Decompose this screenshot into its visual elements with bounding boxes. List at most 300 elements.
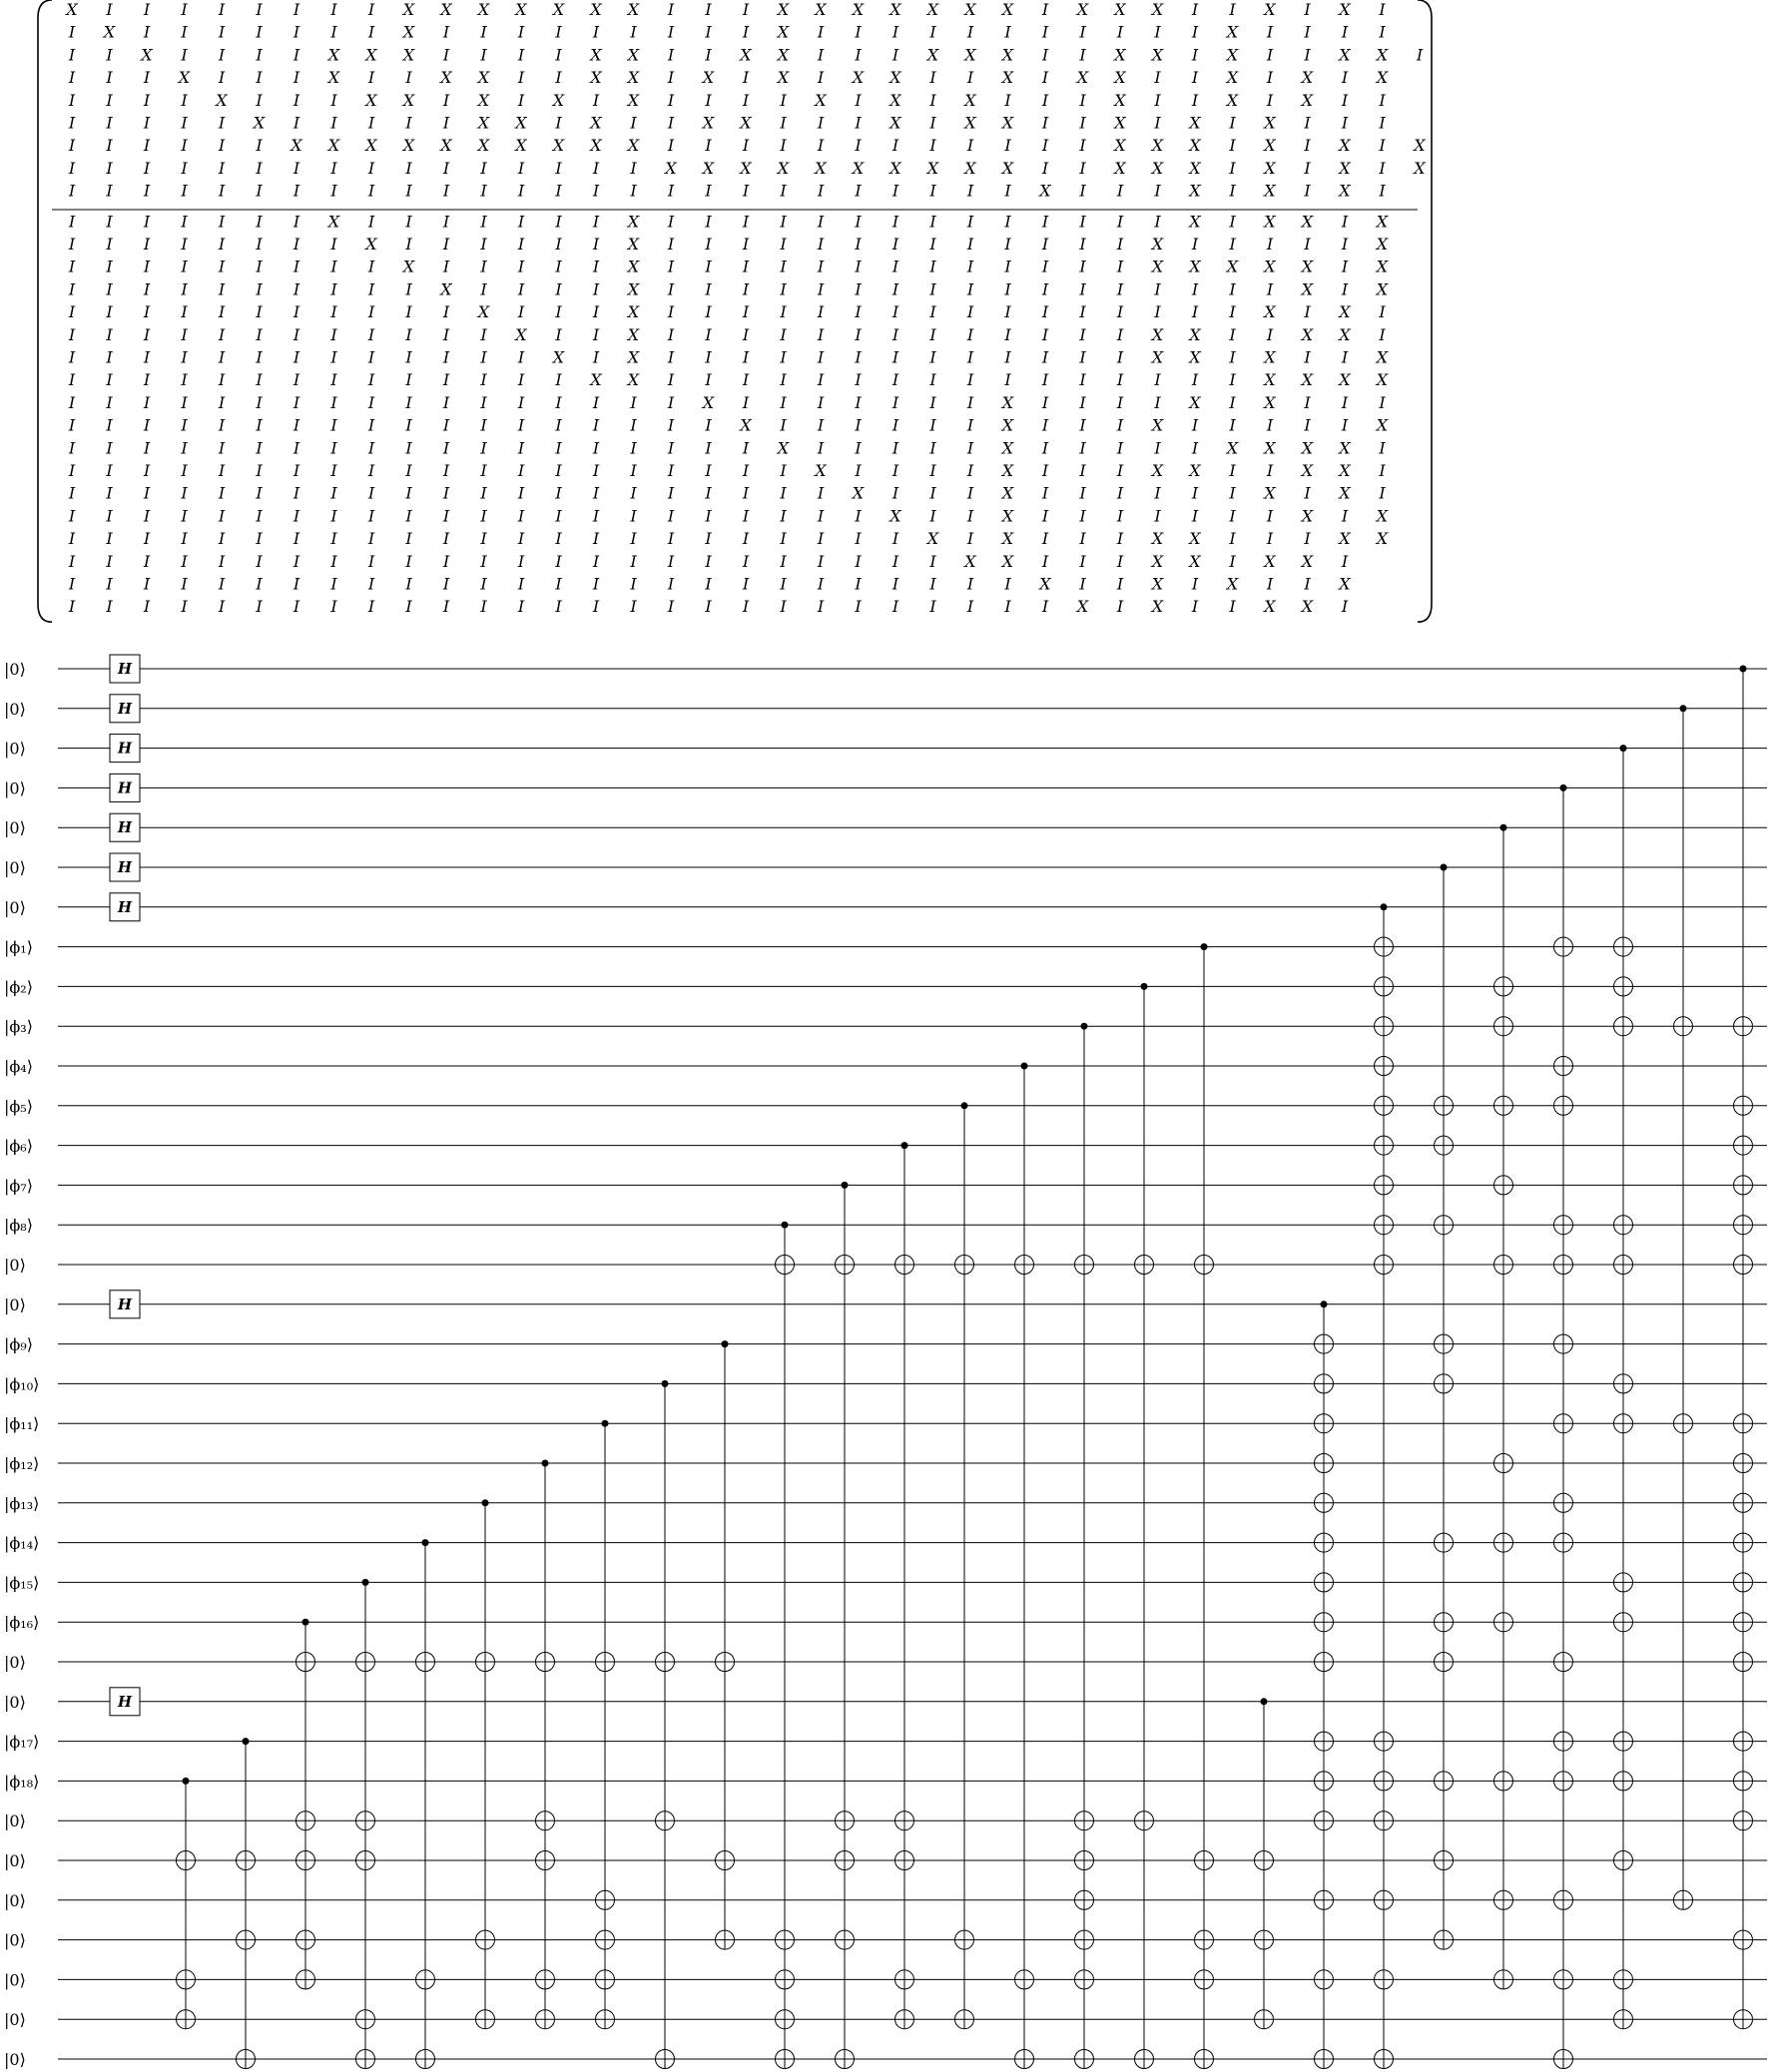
target-xor xyxy=(1494,1533,1513,1552)
matrix-cell: I xyxy=(891,529,899,549)
matrix-cell: I xyxy=(1229,483,1236,503)
matrix-cell: I xyxy=(181,370,188,390)
matrix-cell: I xyxy=(442,529,450,549)
matrix-cell: I xyxy=(742,529,750,549)
target-xor xyxy=(476,1653,495,1672)
matrix-cell: X xyxy=(1339,574,1351,594)
matrix-cell: I xyxy=(1079,158,1086,178)
matrix-cell: X xyxy=(1376,415,1389,435)
target-xor xyxy=(1734,1930,1753,1949)
matrix-cell: I xyxy=(405,158,412,178)
matrix-cell: I xyxy=(1116,551,1124,571)
matrix-cell: I xyxy=(330,551,337,571)
matrix-cell: X xyxy=(1339,302,1351,322)
hadamard-label: H xyxy=(117,1692,133,1711)
matrix-cell: I xyxy=(1266,574,1274,594)
qubit-label: |ϕ₆⟩ xyxy=(4,1136,33,1156)
matrix-cell: I xyxy=(1116,181,1124,201)
qubit-label: |ϕ₁₆⟩ xyxy=(4,1613,40,1633)
matrix-cell: X xyxy=(926,45,939,65)
target-xor xyxy=(1614,1414,1633,1433)
target-xor xyxy=(1494,1613,1513,1632)
matrix-cell: I xyxy=(106,529,113,549)
matrix-cell: I xyxy=(555,181,562,201)
qubit-label: |ϕ₁₇⟩ xyxy=(4,1732,40,1752)
matrix-cell: I xyxy=(817,279,825,299)
matrix-cell: I xyxy=(592,574,600,594)
matrix-cell: I xyxy=(1041,45,1049,65)
matrix-cell: I xyxy=(218,506,226,526)
matrix-cell: I xyxy=(1116,461,1124,480)
matrix-cell: I xyxy=(517,551,525,571)
matrix-cell: I xyxy=(667,212,675,232)
matrix-cell: I xyxy=(480,370,487,390)
matrix-cell: I xyxy=(966,483,974,503)
matrix-cell: X xyxy=(1151,158,1164,178)
matrix-cell: X xyxy=(889,68,901,88)
matrix-cell: X xyxy=(1226,45,1239,65)
qubit-label: |ϕ₁₄⟩ xyxy=(4,1533,40,1553)
target-xor xyxy=(1734,1653,1753,1672)
matrix-cell: X xyxy=(1376,370,1389,390)
matrix-cell: I xyxy=(592,235,600,254)
target-xor xyxy=(1494,1772,1513,1791)
matrix-cell: I xyxy=(705,235,712,254)
matrix-cell: I xyxy=(480,22,487,42)
matrix-cell: X xyxy=(477,113,490,133)
matrix-cell: I xyxy=(1191,415,1199,435)
matrix-cell: I xyxy=(480,279,487,299)
matrix-cell: X xyxy=(1376,529,1389,549)
matrix-cell: X xyxy=(777,68,790,88)
target-xor xyxy=(1375,1970,1394,1989)
matrix-cell: I xyxy=(68,551,76,571)
matrix-cell: I xyxy=(855,461,862,480)
control-dot xyxy=(961,1102,968,1109)
matrix-cell: X xyxy=(1339,324,1351,344)
control-dot xyxy=(1381,903,1388,910)
matrix-cell: I xyxy=(143,212,151,232)
matrix-cell: X xyxy=(964,0,976,19)
matrix-cell: I xyxy=(517,392,525,412)
matrix-cell: X xyxy=(402,45,415,65)
matrix-cell: I xyxy=(1379,158,1386,178)
matrix-cell: I xyxy=(143,506,151,526)
matrix-cell: X xyxy=(1189,181,1201,201)
target-xor xyxy=(1315,2050,1334,2069)
matrix-cell: I xyxy=(705,483,712,503)
matrix-cell: I xyxy=(143,597,151,617)
qubit-label: |0⟩ xyxy=(4,1930,26,1950)
matrix-cell: X xyxy=(627,212,640,232)
target-xor xyxy=(476,2010,495,2029)
matrix-cell: I xyxy=(367,415,375,435)
matrix-cell: I xyxy=(218,529,226,549)
matrix-cell: I xyxy=(1341,90,1349,110)
matrix-cell: I xyxy=(442,22,450,42)
matrix-cell: X xyxy=(1151,529,1164,549)
target-xor xyxy=(1075,1812,1094,1830)
matrix-cell: X xyxy=(1001,158,1014,178)
matrix-cell: I xyxy=(592,22,600,42)
target-xor xyxy=(1734,1256,1753,1275)
matrix-cell: X xyxy=(1151,235,1164,254)
matrix-cell: I xyxy=(1341,212,1349,232)
matrix-cell: I xyxy=(742,483,750,503)
matrix-cell: I xyxy=(293,22,300,42)
matrix-cell: I xyxy=(780,347,787,367)
matrix-cell: I xyxy=(929,22,936,42)
matrix-cell: I xyxy=(1304,392,1311,412)
matrix-cell: I xyxy=(256,347,263,367)
matrix-cell: I xyxy=(891,324,899,344)
matrix-cell: I xyxy=(405,506,412,526)
matrix-cell: I xyxy=(517,45,525,65)
target-xor xyxy=(1554,1256,1573,1275)
matrix-cell: I xyxy=(780,257,787,276)
matrix-cell: I xyxy=(330,529,337,549)
matrix-cell: I xyxy=(442,574,450,594)
matrix-cell: I xyxy=(106,574,113,594)
matrix-cell: I xyxy=(555,22,562,42)
matrix-cell: I xyxy=(891,461,899,480)
target-xor xyxy=(1554,1772,1573,1791)
target-xor xyxy=(1554,1493,1573,1512)
matrix-cell: I xyxy=(1304,529,1311,549)
matrix-cell: I xyxy=(742,136,750,156)
matrix-cell: I xyxy=(555,597,562,617)
matrix-cell: I xyxy=(68,415,76,435)
matrix-cell: I xyxy=(1079,302,1086,322)
matrix-cell: I xyxy=(143,324,151,344)
matrix-cell: I xyxy=(218,158,226,178)
matrix-cell: X xyxy=(1264,212,1276,232)
matrix-cell: X xyxy=(1376,45,1389,65)
matrix-cell: I xyxy=(1229,506,1236,526)
matrix-cell: I xyxy=(1079,181,1086,201)
matrix-cell: I xyxy=(218,279,226,299)
matrix-cell: I xyxy=(667,302,675,322)
matrix-cell: I xyxy=(405,279,412,299)
target-xor xyxy=(1554,1096,1573,1115)
matrix-cell: X xyxy=(889,90,901,110)
matrix-cell: I xyxy=(106,302,113,322)
matrix-cell: I xyxy=(1154,392,1161,412)
matrix-cell: I xyxy=(1191,574,1199,594)
target-xor xyxy=(1494,1256,1513,1275)
matrix-cell: I xyxy=(256,392,263,412)
matrix-cell: I xyxy=(1341,279,1349,299)
matrix-cell: I xyxy=(555,506,562,526)
matrix-cell: I xyxy=(256,461,263,480)
matrix-cell: I xyxy=(330,347,337,367)
matrix-cell: I xyxy=(330,22,337,42)
matrix-cell: X xyxy=(1114,68,1126,88)
matrix-cell: I xyxy=(480,574,487,594)
target-xor xyxy=(716,1653,735,1672)
matrix-cell: I xyxy=(1191,68,1199,88)
matrix-cell: I xyxy=(780,574,787,594)
matrix-cell: I xyxy=(442,347,450,367)
matrix-cell: I xyxy=(181,45,188,65)
matrix-cell: I xyxy=(293,461,300,480)
hadamard-label: H xyxy=(117,699,133,718)
matrix-cell: I xyxy=(367,22,375,42)
matrix-cell: I xyxy=(405,324,412,344)
matrix-cell: X xyxy=(590,0,602,19)
target-xor xyxy=(596,2010,615,2029)
target-xor xyxy=(1614,1613,1633,1632)
target-xor xyxy=(1255,1851,1274,1870)
target-xor xyxy=(1554,2050,1573,2069)
matrix-cell: X xyxy=(702,68,715,88)
matrix-cell: I xyxy=(1191,0,1199,19)
matrix-cell: I xyxy=(517,483,525,503)
matrix-cell: I xyxy=(742,212,750,232)
matrix-cell: X xyxy=(552,347,565,367)
matrix-cell: I xyxy=(555,158,562,178)
target-xor xyxy=(1734,1533,1753,1552)
matrix-cell: I xyxy=(929,136,936,156)
target-xor xyxy=(836,1930,855,1949)
matrix-cell: I xyxy=(667,136,675,156)
matrix-cell: I xyxy=(966,212,974,232)
matrix-cell: I xyxy=(143,370,151,390)
target-xor xyxy=(536,1851,555,1870)
matrix-cell: I xyxy=(1266,68,1274,88)
matrix-cell: I xyxy=(630,181,637,201)
matrix-cell: I xyxy=(330,279,337,299)
matrix-cell: I xyxy=(855,415,862,435)
qubit-label: |ϕ₄⟩ xyxy=(4,1057,33,1076)
matrix-cell: I xyxy=(667,181,675,201)
matrix-cell: X xyxy=(1001,483,1014,503)
target-xor xyxy=(1435,1851,1454,1870)
matrix-cell: X xyxy=(1301,324,1314,344)
target-xor xyxy=(1375,2050,1394,2069)
matrix-cell: X xyxy=(1114,136,1126,156)
matrix-cell: X xyxy=(926,529,939,549)
target-xor xyxy=(1375,1216,1394,1235)
matrix-cell: I xyxy=(667,483,675,503)
target-xor xyxy=(1075,1930,1094,1949)
matrix-cell: I xyxy=(1341,551,1349,571)
matrix-cell: X xyxy=(1114,0,1126,19)
target-xor xyxy=(177,1970,196,1989)
matrix-cell: I xyxy=(1304,574,1311,594)
matrix-cell: I xyxy=(480,483,487,503)
qubit-label: |ϕ₁₂⟩ xyxy=(4,1454,40,1473)
target-xor xyxy=(1315,1653,1334,1672)
matrix-cell: I xyxy=(705,551,712,571)
matrix-cell: X xyxy=(815,461,827,480)
matrix-cell: I xyxy=(817,181,825,201)
matrix-cell: I xyxy=(667,415,675,435)
matrix-cell: I xyxy=(517,506,525,526)
matrix-cell: I xyxy=(293,597,300,617)
matrix-cell: I xyxy=(817,235,825,254)
matrix-cell: I xyxy=(855,438,862,458)
matrix-cell: I xyxy=(705,212,712,232)
matrix-cell: I xyxy=(1229,0,1236,19)
qubit-label: |0⟩ xyxy=(4,1970,26,1990)
matrix-cell: I xyxy=(480,461,487,480)
matrix-cell: X xyxy=(477,68,490,88)
cnot-gate xyxy=(836,1182,855,2069)
hadamard-gate xyxy=(110,1688,140,1716)
control-dot xyxy=(183,1778,190,1785)
matrix-cell: I xyxy=(667,392,675,412)
target-xor xyxy=(237,1930,256,1949)
matrix-cell: I xyxy=(1304,0,1311,19)
target-xor xyxy=(836,1256,855,1275)
matrix-cell: I xyxy=(1041,136,1049,156)
target-xor xyxy=(895,1256,914,1275)
matrix-cell: I xyxy=(630,158,637,178)
matrix-cell: I xyxy=(630,461,637,480)
hadamard-gate xyxy=(110,813,140,841)
matrix-cell: X xyxy=(702,392,715,412)
matrix-cell: I xyxy=(1041,551,1049,571)
matrix-cell: I xyxy=(1229,370,1236,390)
target-xor xyxy=(1315,1732,1334,1751)
matrix-cell: X xyxy=(627,235,640,254)
matrix-cell: I xyxy=(1079,574,1086,594)
matrix-cell: I xyxy=(181,597,188,617)
matrix-cell: I xyxy=(143,415,151,435)
matrix-cell: X xyxy=(852,483,865,503)
target-xor xyxy=(1435,1930,1454,1949)
matrix-cell: I xyxy=(256,415,263,435)
matrix-cell: I xyxy=(442,506,450,526)
target-xor xyxy=(536,1653,555,1672)
matrix-cell: I xyxy=(143,235,151,254)
matrix-cell: I xyxy=(442,461,450,480)
matrix-cell: I xyxy=(667,279,675,299)
matrix-cell: I xyxy=(742,551,750,571)
matrix-cell: I xyxy=(817,415,825,435)
matrix-cell: X xyxy=(365,235,377,254)
cnot-gate xyxy=(416,1539,435,2068)
target-xor xyxy=(1554,937,1573,956)
matrix-cell: I xyxy=(517,302,525,322)
matrix-cell: X xyxy=(926,158,939,178)
matrix-cell: I xyxy=(1341,506,1349,526)
matrix-cell: I xyxy=(143,279,151,299)
cnot-gate xyxy=(596,1420,615,2029)
matrix-cell: I xyxy=(143,529,151,549)
matrix-cell: I xyxy=(780,279,787,299)
matrix-cell: I xyxy=(1191,597,1199,617)
target-xor xyxy=(1195,1930,1214,1949)
matrix-cell: I xyxy=(1304,347,1311,367)
matrix-cell: I xyxy=(1079,551,1086,571)
target-xor xyxy=(1375,1256,1394,1275)
matrix-cell: I xyxy=(817,347,825,367)
matrix-cell: I xyxy=(929,68,936,88)
matrix-cell: X xyxy=(1301,370,1314,390)
matrix-cell: I xyxy=(143,257,151,276)
matrix-cell: I xyxy=(218,347,226,367)
matrix-cell: I xyxy=(367,461,375,480)
matrix-cell: I xyxy=(592,181,600,201)
matrix-cell: X xyxy=(964,158,976,178)
target-xor xyxy=(1315,1493,1334,1512)
matrix-cell: I xyxy=(891,597,899,617)
hadamard-gate xyxy=(110,774,140,801)
control-dot xyxy=(1261,1698,1268,1705)
control-dot xyxy=(1021,1063,1028,1070)
matrix-cell: I xyxy=(218,45,226,65)
matrix-cell: I xyxy=(855,302,862,322)
matrix-cell: X xyxy=(1076,0,1089,19)
matrix-cell: I xyxy=(1079,529,1086,549)
matrix-cell: I xyxy=(480,392,487,412)
control-dot xyxy=(1321,1300,1328,1307)
matrix-cell: I xyxy=(1004,324,1011,344)
matrix-cell: I xyxy=(1229,415,1236,435)
matrix-cell: I xyxy=(367,392,375,412)
matrix-cell: I xyxy=(780,324,787,344)
matrix-cell: I xyxy=(106,158,113,178)
matrix-cell: I xyxy=(367,506,375,526)
matrix-cell: X xyxy=(1226,257,1239,276)
matrix-cell: X xyxy=(66,0,78,19)
matrix-cell: I xyxy=(630,506,637,526)
matrix-cell: I xyxy=(1304,483,1311,503)
cnot-gate xyxy=(1075,1023,1094,2069)
matrix-cell: X xyxy=(665,158,677,178)
matrix-cell: X xyxy=(477,90,490,110)
matrix-cell: I xyxy=(517,574,525,594)
matrix-cell: I xyxy=(592,461,600,480)
matrix-cell: I xyxy=(1379,392,1386,412)
matrix-cell: I xyxy=(929,392,936,412)
matrix-cell: I xyxy=(1116,415,1124,435)
matrix-cell: I xyxy=(106,90,113,110)
matrix-cell: I xyxy=(1004,597,1011,617)
matrix-cell: I xyxy=(780,506,787,526)
target-xor xyxy=(596,1970,615,1989)
matrix-cell: I xyxy=(1191,90,1199,110)
target-xor xyxy=(1075,1970,1094,1989)
target-xor xyxy=(1315,1334,1334,1353)
control-dot xyxy=(842,1182,849,1189)
matrix-cell: X xyxy=(964,45,976,65)
matrix-cell: I xyxy=(68,68,76,88)
cnot-gate xyxy=(1494,824,1513,1989)
matrix-cell: I xyxy=(705,302,712,322)
matrix-cell: X xyxy=(1001,506,1014,526)
target-xor xyxy=(1554,1890,1573,1909)
matrix-cell: I xyxy=(742,461,750,480)
target-xor xyxy=(1315,1812,1334,1830)
matrix-cell: I xyxy=(966,22,974,42)
matrix-cell: I xyxy=(68,574,76,594)
matrix-cell: X xyxy=(1226,22,1239,42)
matrix-cell: I xyxy=(592,506,600,526)
quantum-circuit xyxy=(4,655,1767,2069)
matrix-cell: I xyxy=(330,483,337,503)
matrix-cell: I xyxy=(630,22,637,42)
matrix-cell: X xyxy=(1301,68,1314,88)
matrix-cell: I xyxy=(367,113,375,133)
target-xor xyxy=(1435,1216,1454,1235)
matrix-cell: I xyxy=(218,136,226,156)
matrix-cell: I xyxy=(218,461,226,480)
qubit-label: |0⟩ xyxy=(4,858,26,877)
hadamard-gate xyxy=(110,655,140,683)
